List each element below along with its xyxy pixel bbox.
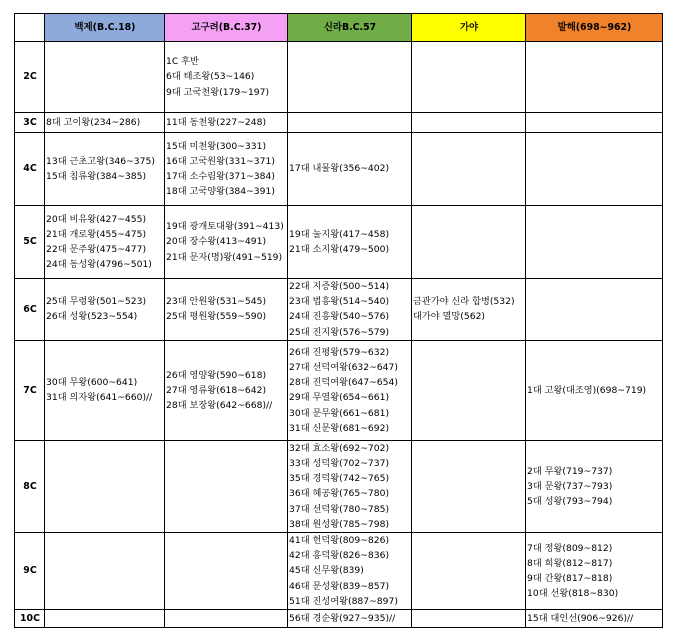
cell-goguryeo bbox=[165, 279, 288, 341]
reign-entry: 16대 고국원왕(331~371) bbox=[166, 155, 275, 167]
reign-entry: 15대 침류왕(384~385) bbox=[46, 171, 147, 182]
reign-entry: 금관가야 신라 합병(532) bbox=[413, 296, 515, 308]
reign-entry: 13대 근초고왕(346~375) bbox=[46, 155, 155, 167]
cell-baekje bbox=[45, 610, 165, 628]
cell-baekje bbox=[45, 279, 165, 341]
reign-entry: 33대 성덕왕(702~737) bbox=[289, 458, 390, 470]
table-row bbox=[15, 279, 663, 341]
reign-entry: 26대 성왕(523~554) bbox=[46, 311, 138, 323]
header-baekje: 백제(B.C.18) bbox=[45, 14, 165, 42]
reign-entry: 6대 태조왕(53~146) bbox=[166, 71, 255, 83]
cell-gaya bbox=[412, 533, 526, 610]
cell-silla bbox=[288, 533, 412, 610]
reign-entry: 24대 동성왕(4796~501) bbox=[46, 259, 152, 271]
reign-entry: 20대 비유왕(427~455) bbox=[46, 213, 147, 225]
cell-baekje bbox=[45, 533, 165, 610]
cell-balhae bbox=[526, 206, 663, 279]
reign-entry: 30대 무왕(600~641) bbox=[46, 377, 138, 389]
reign-entry: 46대 문성왕(839~857) bbox=[289, 580, 390, 592]
cell-balhae bbox=[526, 610, 663, 628]
century-label: 4C bbox=[15, 133, 45, 206]
table-row bbox=[15, 42, 663, 113]
cell-goguryeo bbox=[165, 533, 288, 610]
header-silla: 신라B.C.57 bbox=[288, 14, 412, 42]
reign-entry: 21대 문자(명)왕(491~519) bbox=[166, 251, 283, 263]
cell-baekje bbox=[45, 113, 165, 133]
reign-entry: 대가야 멸망(562) bbox=[413, 311, 486, 323]
reign-entry: 22대 지증왕(500~514) bbox=[289, 281, 390, 292]
reign-entry: 8대 고이왕(234~286) bbox=[46, 116, 141, 128]
reign-entry: 7대 정왕(809~812) bbox=[527, 542, 613, 554]
reign-entry: 32대 효소왕(692~702) bbox=[289, 442, 390, 454]
table-row bbox=[15, 340, 663, 440]
cell-gaya bbox=[412, 42, 526, 113]
reign-entry: 26대 영양왕(590~618) bbox=[166, 369, 267, 381]
reign-entry: 2대 무왕(719~737) bbox=[527, 465, 613, 477]
table-row bbox=[15, 533, 663, 610]
table-row bbox=[15, 440, 663, 532]
table-row bbox=[15, 113, 663, 133]
cell-baekje bbox=[45, 133, 165, 206]
cell-balhae bbox=[526, 533, 663, 610]
reign-entry: 1대 고왕(대조영)(698~719) bbox=[527, 384, 647, 396]
century-label: 10C bbox=[15, 610, 45, 628]
cell-goguryeo bbox=[165, 610, 288, 628]
reign-entry: 23대 안원왕(531~545) bbox=[166, 296, 267, 308]
reign-entry: 21대 소지왕(479~500) bbox=[289, 244, 390, 255]
cell-baekje bbox=[45, 206, 165, 279]
reign-entry: 21대 개로왕(455~475) bbox=[46, 228, 147, 240]
cell-gaya bbox=[412, 340, 526, 440]
cell-gaya bbox=[412, 113, 526, 133]
century-label: 8C bbox=[15, 440, 45, 532]
century-label: 3C bbox=[15, 113, 45, 133]
reign-entry: 28대 보장왕(642~668)// bbox=[166, 399, 273, 411]
reign-entry: 15대 미천왕(300~331) bbox=[166, 140, 267, 152]
cell-silla bbox=[288, 340, 412, 440]
century-label: 7C bbox=[15, 340, 45, 440]
cell-goguryeo bbox=[165, 133, 288, 206]
cell-silla bbox=[288, 206, 412, 279]
cell-baekje bbox=[45, 340, 165, 440]
cell-goguryeo bbox=[165, 206, 288, 279]
header-goguryeo: 고구려(B.C.37) bbox=[165, 14, 288, 42]
reign-entry: 26대 진평왕(579~632) bbox=[289, 346, 390, 358]
reign-entry: 23대 법흥왕(514~540) bbox=[289, 296, 390, 308]
reign-entry: 28대 진덕여왕(647~654) bbox=[289, 377, 398, 389]
reign-entry: 9대 간왕(817~818) bbox=[527, 573, 613, 585]
header-balhae: 발해(698~962) bbox=[526, 14, 663, 42]
reign-entry: 17대 내물왕(356~402) bbox=[289, 163, 390, 175]
reign-entry: 25대 진지왕(576~579) bbox=[289, 326, 390, 338]
century-label: 9C bbox=[15, 533, 45, 610]
reign-entry: 30대 문무왕(661~681) bbox=[289, 407, 390, 419]
reign-entry: 5대 성왕(793~794) bbox=[527, 496, 613, 508]
cell-baekje bbox=[45, 440, 165, 532]
reign-entry: 8대 희왕(812~817) bbox=[527, 557, 613, 569]
cell-balhae bbox=[526, 42, 663, 113]
reign-entry: 25대 무령왕(501~523) bbox=[46, 296, 147, 308]
cell-goguryeo bbox=[165, 113, 288, 133]
reign-entry: 15대 대인선(906~926)// bbox=[527, 612, 634, 624]
cell-silla bbox=[288, 440, 412, 532]
reign-entry: 19대 광개토대왕(391~413) bbox=[166, 221, 284, 233]
cell-balhae bbox=[526, 279, 663, 341]
reign-entry: 38대 원성왕(785~798) bbox=[289, 518, 390, 530]
cell-goguryeo bbox=[165, 440, 288, 532]
reign-entry: 22대 문주왕(475~477) bbox=[46, 244, 147, 255]
cell-goguryeo bbox=[165, 42, 288, 113]
table-row bbox=[15, 206, 663, 279]
cell-silla bbox=[288, 610, 412, 628]
cell-silla bbox=[288, 113, 412, 133]
cell-gaya bbox=[412, 440, 526, 532]
table-row bbox=[15, 133, 663, 206]
reign-entry: 11대 동천왕(227~248) bbox=[166, 116, 267, 128]
reign-entry: 18대 고국양왕(384~391) bbox=[166, 186, 275, 198]
century-label: 5C bbox=[15, 206, 45, 279]
cell-balhae bbox=[526, 113, 663, 133]
reign-entry: 10대 선왕(818~830) bbox=[527, 588, 619, 600]
header-gaya: 가야 bbox=[412, 14, 526, 42]
century-label: 2C bbox=[15, 42, 45, 113]
reign-entry: 24대 진흥왕(540~576) bbox=[289, 311, 390, 323]
reign-entry: 35대 경덕왕(742~765) bbox=[289, 473, 390, 485]
reign-entry: 29대 무열왕(654~661) bbox=[289, 392, 390, 404]
cell-baekje bbox=[45, 42, 165, 113]
reign-entry: 31대 신문왕(681~692) bbox=[289, 422, 390, 434]
header-row bbox=[15, 14, 663, 42]
cell-gaya bbox=[412, 610, 526, 628]
cell-goguryeo bbox=[165, 340, 288, 440]
reign-entry: 27대 선덕여왕(632~647) bbox=[289, 361, 398, 373]
corner-cell bbox=[15, 14, 45, 42]
cell-gaya bbox=[412, 279, 526, 341]
cell-gaya bbox=[412, 206, 526, 279]
reign-entry: 19대 눌지왕(417~458) bbox=[289, 228, 390, 240]
reign-entry: 1C 후반 bbox=[166, 56, 199, 68]
cell-balhae bbox=[526, 340, 663, 440]
reign-entry: 42대 흥덕왕(826~836) bbox=[289, 550, 390, 562]
reign-entry: 51대 진성여왕(887~897) bbox=[289, 595, 398, 607]
reign-entry: 27대 영류왕(618~642) bbox=[166, 384, 267, 396]
reign-entry: 3대 문왕(737~793) bbox=[527, 480, 613, 492]
cell-balhae bbox=[526, 133, 663, 206]
cell-balhae bbox=[526, 440, 663, 532]
table-row bbox=[15, 610, 663, 628]
reign-entry: 37대 선덕왕(780~785) bbox=[289, 503, 390, 515]
cell-silla bbox=[288, 133, 412, 206]
cell-gaya bbox=[412, 133, 526, 206]
reign-entry: 56대 경순왕(927~935)// bbox=[289, 612, 396, 624]
century-label: 6C bbox=[15, 279, 45, 341]
reign-entry: 36대 혜공왕(765~780) bbox=[289, 488, 390, 500]
cell-silla bbox=[288, 279, 412, 341]
dynasty-chronology-table bbox=[14, 13, 663, 628]
reign-entry: 9대 고국천왕(179~197) bbox=[166, 86, 270, 98]
cell-silla bbox=[288, 42, 412, 113]
reign-entry: 17대 소수림왕(371~384) bbox=[166, 171, 275, 182]
reign-entry: 31대 의자왕(641~660)// bbox=[46, 392, 153, 404]
reign-entry: 25대 평원왕(559~590) bbox=[166, 311, 267, 323]
reign-entry: 41대 헌덕왕(809~826) bbox=[289, 535, 390, 547]
reign-entry: 20대 장수왕(413~491) bbox=[166, 236, 267, 248]
reign-entry: 45대 신무왕(839) bbox=[289, 565, 364, 577]
